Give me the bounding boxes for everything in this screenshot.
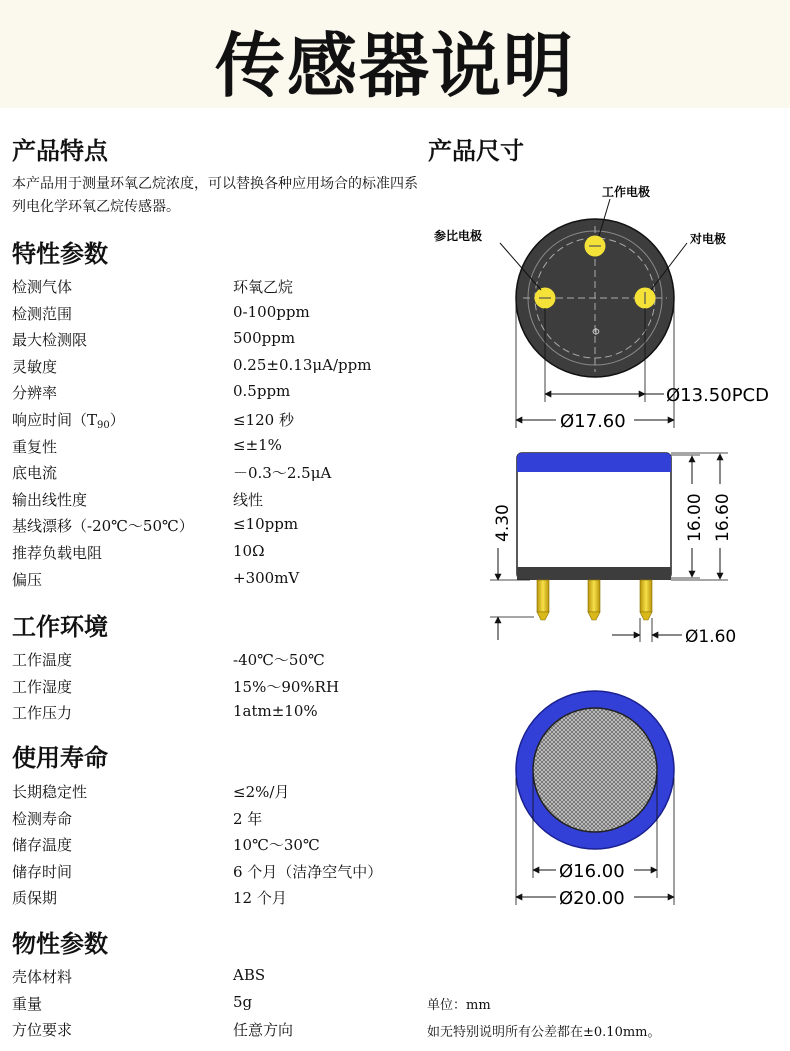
param-label: 储存时间	[12, 862, 73, 881]
tolerance-note: 如无特别说明所有公差都在±0.10mm。	[427, 1025, 661, 1040]
param-label: 检测范围	[12, 304, 73, 323]
total-height-dimension: 16.60	[713, 493, 733, 542]
page-title: 传感器说明	[215, 25, 575, 107]
pin-diameter-dimension: Ø1.60	[685, 627, 737, 647]
side-view	[490, 453, 736, 647]
param-label: 检测气体	[12, 278, 73, 296]
param-value: 10℃～30℃	[233, 836, 320, 855]
specs-heading: 特性参数	[12, 240, 108, 268]
counter-electrode-label: 对电极	[690, 232, 727, 246]
param-label: 基线漂移（-20℃～50℃）	[12, 517, 194, 536]
param-label: 储存温度	[12, 836, 73, 855]
param-value: 0-100ppm	[233, 302, 310, 321]
param-label: 重量	[12, 994, 43, 1013]
pin-height-dimension: 4.30	[493, 504, 513, 542]
working-electrode-label: 工作电极	[602, 185, 651, 199]
param-label-end: ）	[109, 410, 125, 429]
pin-right	[640, 580, 652, 620]
param-value: 12 个月	[233, 889, 287, 908]
param-label: 长期稳定性	[12, 783, 88, 801]
features-heading: 产品特点	[12, 137, 108, 165]
bottom-view	[516, 691, 674, 909]
param-label: 灵敏度	[12, 357, 58, 376]
param-value: 0.5ppm	[233, 382, 291, 401]
param-label-text: 响应时间（T	[12, 410, 98, 429]
param-value: 0.25±0.13μA/ppm	[233, 355, 372, 374]
param-value: -40℃～50℃	[233, 651, 325, 669]
param-value: 500ppm	[233, 329, 296, 348]
param-label: 分辨率	[12, 384, 58, 403]
param-label: 质保期	[12, 889, 58, 908]
unit-note: 单位：mm	[427, 998, 491, 1013]
pin-middle	[588, 580, 600, 620]
pcd-dimension: Ø13.50PCD	[666, 385, 769, 406]
features-text: 本产品用于测量环氧乙烷浓度，可以替换各种应用场合的标准四系列电化学环氧乙烷传感器。	[12, 176, 418, 215]
param-value: ≤2%/月	[233, 783, 290, 801]
param-label: 推荐负载电阻	[12, 543, 103, 562]
dimensions-heading: 产品尺寸	[428, 137, 524, 165]
param-label: 底电流	[12, 464, 58, 483]
top-view	[434, 184, 769, 432]
param-value: +300mV	[233, 568, 300, 587]
pin-left	[537, 580, 549, 620]
reference-electrode-pin	[535, 288, 556, 309]
param-value: 6 个月（洁净空气中）	[233, 862, 383, 881]
param-value: 15%～90%RH	[233, 677, 340, 696]
reference-electrode-label: 参比电极	[434, 229, 483, 243]
lifetime-heading: 使用寿命	[12, 744, 108, 772]
param-label: 偏压	[12, 570, 43, 589]
param-value: ≤10ppm	[233, 515, 299, 534]
param-value: 5g	[233, 992, 253, 1011]
environment-heading: 工作环境	[12, 613, 108, 641]
param-label: 输出线性度	[12, 490, 88, 509]
param-label: 方位要求	[12, 1021, 73, 1040]
svg-text:Φ: Φ	[592, 327, 600, 338]
outer-diameter-top-dimension: Ø17.60	[560, 411, 626, 432]
param-label: 工作压力	[12, 704, 73, 723]
outer-diameter-dimension: Ø20.00	[559, 888, 625, 909]
param-label-subscript: 90	[97, 419, 110, 431]
param-label: 最大检测限	[12, 331, 88, 350]
param-value: ABS	[233, 966, 266, 984]
body-height-dimension: 16.00	[685, 493, 705, 542]
param-value: 任意方向	[233, 1021, 294, 1040]
param-value: 2 年	[233, 809, 263, 828]
param-label: 壳体材料	[12, 968, 73, 986]
param-value: ≤±1%	[233, 435, 282, 454]
param-value: 环氧乙烷	[233, 278, 294, 296]
param-value: －0.3～2.5μA	[233, 464, 332, 483]
param-label: 工作温度	[12, 651, 73, 669]
param-value: 线性	[233, 490, 264, 509]
param-value: 1atm±10%	[233, 702, 318, 721]
counter-electrode-pin	[635, 288, 656, 309]
filter-diameter-dimension: Ø16.00	[559, 861, 625, 882]
param-label: 工作湿度	[12, 677, 73, 696]
param-label: 重复性	[12, 437, 58, 456]
param-label: 检测寿命	[12, 809, 73, 828]
param-value: 10Ω	[233, 541, 265, 560]
working-electrode-pin	[585, 236, 606, 257]
param-value: ≤120 秒	[233, 410, 294, 429]
physical-heading: 物性参数	[12, 930, 108, 958]
